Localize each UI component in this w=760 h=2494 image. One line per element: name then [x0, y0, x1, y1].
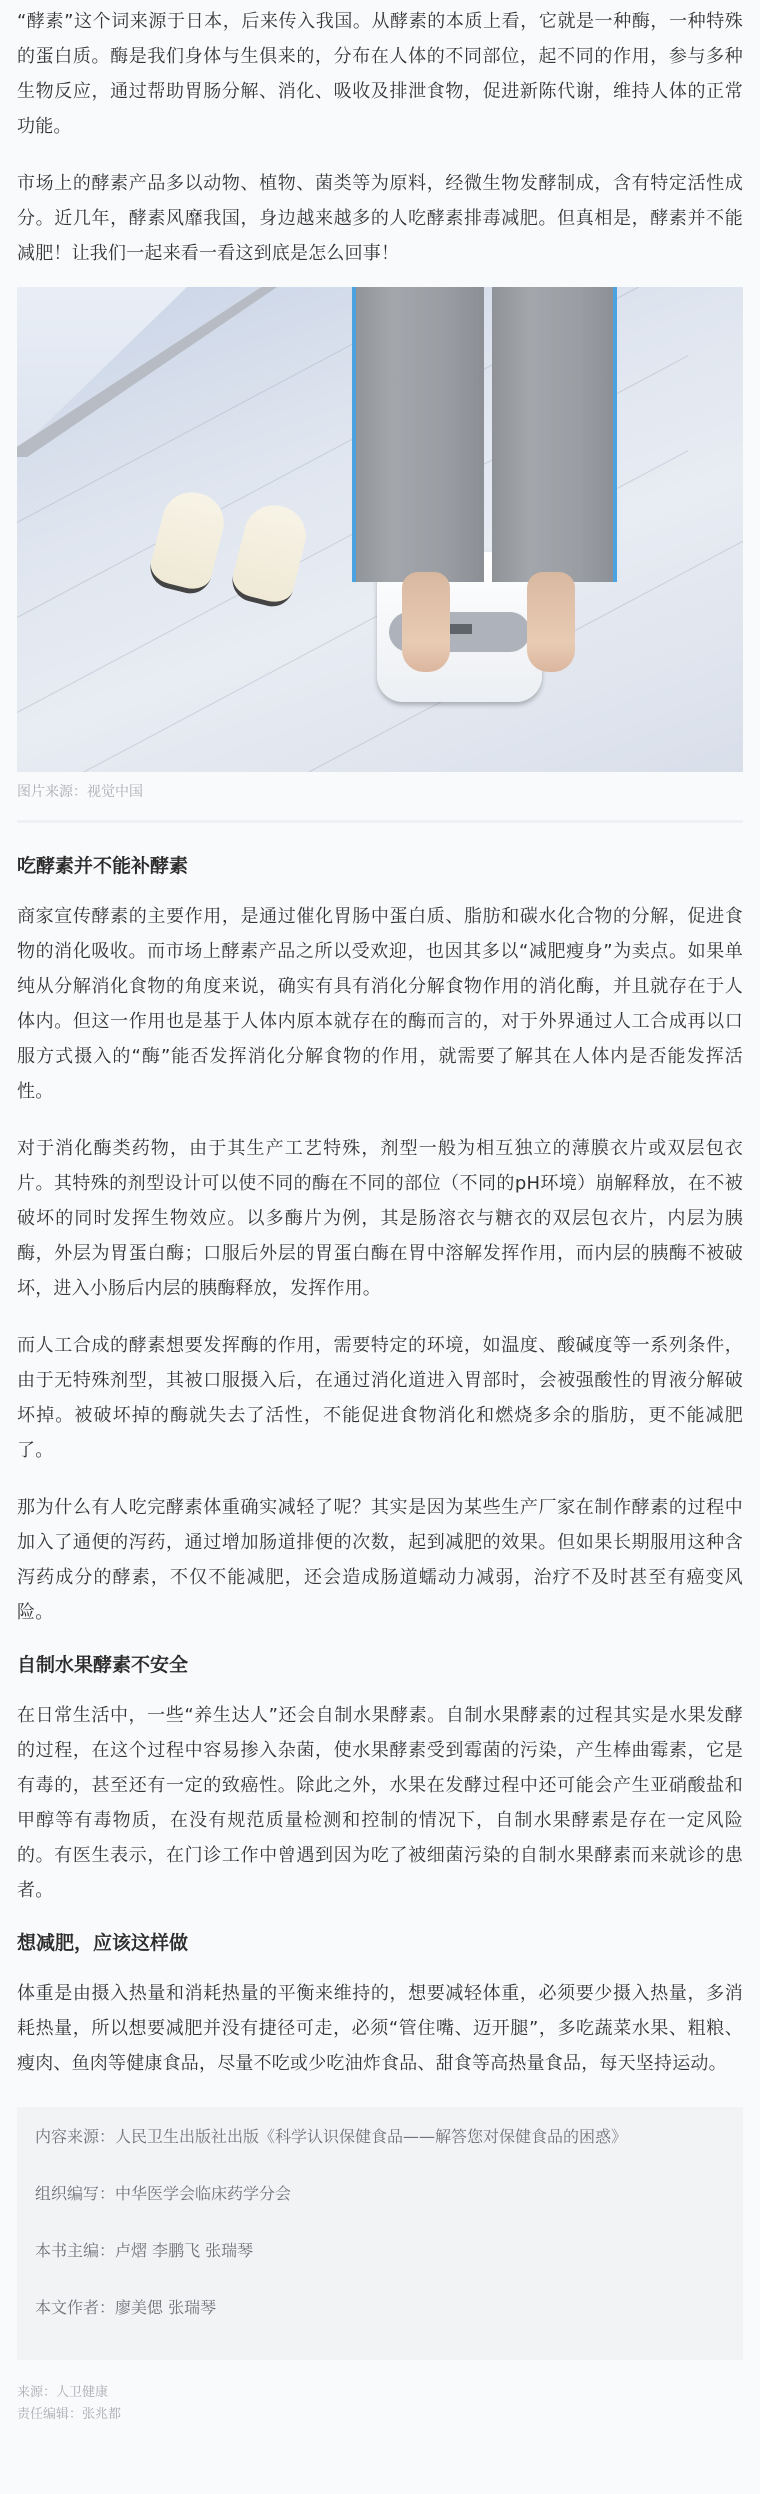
section-heading: 吃酵素并不能补酵素 — [17, 855, 189, 877]
intro-paragraph-2: 市场上的酵素产品多以动物、植物、菌类等为原料，经微生物发酵制成，含有特定活性成分。近几年，酵素风靡我国，身边越来越多的人吃酵素排毒减肥。但真相是，酵素并不能减肥！让我们一起来看一看这到底是怎么回事！ — [17, 173, 743, 264]
foot-right — [527, 572, 575, 672]
section-paragraph: 那为什么有人吃完酵素体重确实减轻了呢？其实是因为某些生产厂家在制作酵素的过程中加入了通便的泻药，通过增加肠道排便的次数，起到减肥的效果。但如果长期服用这种含泻药成分的酵素，不仅不能减肥，还会造成肠道蠕动力减弱，治疗不及时甚至有癌变风险。 — [17, 1497, 743, 1623]
compiled-by: 组织编写：中华医学会临床药学分会 — [35, 2184, 292, 2203]
article-footer — [17, 2382, 743, 2426]
section-divider — [17, 820, 743, 823]
article-authors: 本文作者：廖美偲 张瑞琴 — [35, 2298, 217, 2317]
slipper-right — [228, 499, 312, 611]
article-photo — [17, 287, 743, 772]
intro-paragraph-1: “酵素”这个词来源于日本，后来传入我国。从酵素的本质上看，它就是一种酶，一种特殊的蛋白质。酶是我们身体与生俱来的，分布在人体的不同部位，起不同的作用，参与多种生物反应，通过帮助胃肠分解、消化、吸收及排泄食物，促进新陈代谢，维持人体的正常功能。 — [17, 11, 743, 137]
section-paragraph: 商家宣传酵素的主要作用，是通过催化胃肠中蛋白质、脂肪和碳水化合物的分解，促进食物的消化吸收。而市场上酵素产品之所以受欢迎，也因其多以“减肥瘦身”为卖点。如果单纯从分解消化食物的角度来说，确实有具有消化分解食物作用的消化酶，并且就存在于人体内。但这一作用也是基于人体内原本就存在的酶而言的，对于外界通过人工合成再以口服方式摄入的“酶”能否发挥消化分解食物的作用，就需要了解其在人体内是否能发挥活性。 — [17, 906, 743, 1102]
photo-wall — [17, 287, 187, 452]
section-paragraph: 在日常生活中，一些“养生达人”还会自制水果酵素。自制水果酵素的过程其实是水果发酵的过程，在这个过程中容易掺入杂菌，使水果酵素受到霉菌的污染，产生棒曲霉素，它是有毒的，甚至还有一定的致癌性。除此之外，水果在发酵过程中还可能会产生亚硝酸盐和甲醇等有毒物质，在没有规范质量检测和控制的情况下，自制水果酵素是存在一定风险的。有医生表示，在门诊工作中曾遇到因为吃了被细菌污染的自制水果酵素而来就诊的患者。 — [17, 1705, 743, 1901]
section-paragraph: 体重是由摄入热量和消耗热量的平衡来维持的，想要减轻体重，必须要少摄入热量，多消耗热量，所以想要减肥并没有捷径可走，必须“管住嘴、迈开腿”，多吃蔬菜水果、粗粮、瘦肉、鱼肉等健康食品，尽量不吃或少吃油炸食品、甜食等高热量食品，每天坚持运动。 — [17, 1983, 743, 2074]
section-paragraph: 而人工合成的酵素想要发挥酶的作用，需要特定的环境，如温度、酸碱度等一系列条件，由于无特殊剂型，其被口服摄入后，在通过消化道进入胃部时，会被强酸性的胃液分解破坏掉。被破坏掉的酶就失去了活性，不能促进食物消化和燃烧多余的脂肪，更不能减肥了。 — [17, 1335, 743, 1461]
slipper-left — [146, 486, 230, 598]
leg-left — [352, 287, 484, 582]
chief-editors: 本书主编：卢熠 李鹏飞 张瑞琴 — [35, 2241, 254, 2260]
section-paragraph: 对于消化酶类药物，由于其生产工艺特殊，剂型一般为相互独立的薄膜衣片或双层包衣片。其特殊的剂型设计可以使不同的酶在不同的部位（不同的pH环境）崩解释放，在不被破坏的同时发挥生物效应。以多酶片为例，其是肠溶衣与糖衣的双层包衣片，内层为胰酶，外层为胃蛋白酶；口服后外层的胃蛋白酶在胃中溶解发挥作用，而内层的胰酶不被破坏，进入小肠后内层的胰酶释放，发挥作用。 — [17, 1138, 743, 1299]
section-homemade-fruit-enzyme — [17, 1652, 743, 1908]
section-heading: 想减肥，应该这样做 — [17, 1932, 189, 1954]
section-how-to-lose-weight — [17, 1930, 743, 2081]
leg-right — [492, 287, 617, 582]
section-heading: 自制水果酵素不安全 — [17, 1654, 189, 1676]
section-enzyme-not-supplement — [17, 853, 743, 1630]
foot-left — [402, 572, 450, 672]
footer-source: 来源：人卫健康 — [17, 2385, 109, 2400]
content-source: 内容来源：人民卫生出版社出版《科学认识保健食品——解答您对保健食品的困惑》 — [35, 2127, 628, 2146]
footer-editor: 责任编辑：张兆都 — [17, 2407, 122, 2422]
image-caption: 图片来源：视觉中国 — [17, 784, 143, 800]
source-info-box — [17, 2107, 743, 2360]
